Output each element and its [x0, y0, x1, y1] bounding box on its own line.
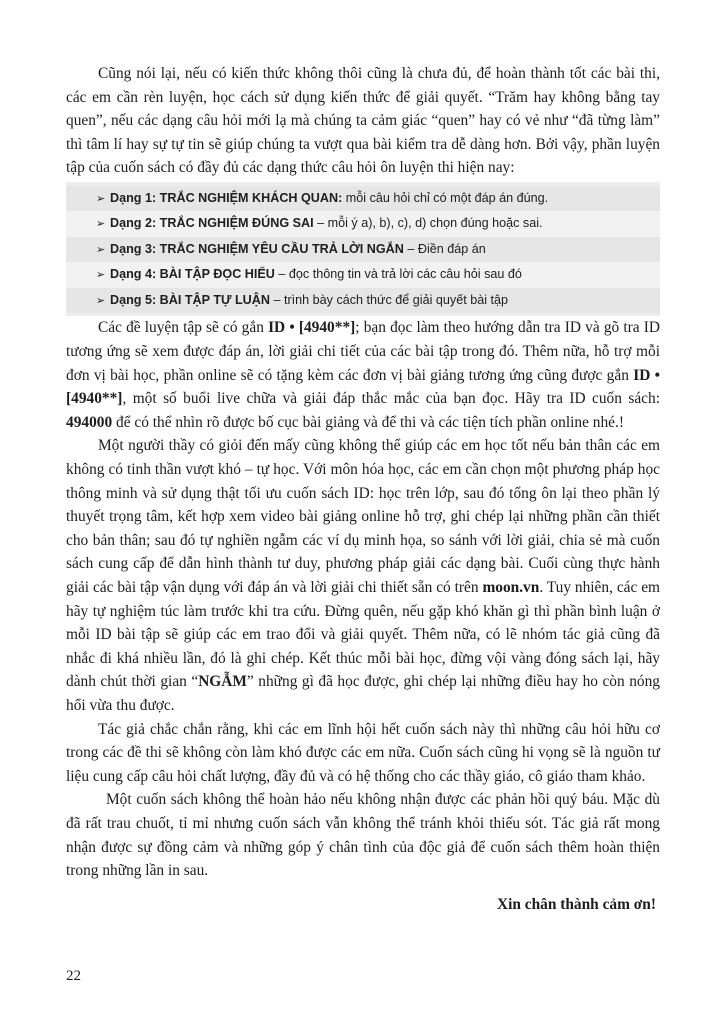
list-item-desc: – Điền đáp án	[403, 241, 486, 256]
list-item	[66, 211, 660, 237]
arrow-right-icon: ➢	[96, 294, 106, 307]
page-content	[66, 62, 660, 916]
question-types-list	[66, 182, 660, 317]
list-item-label: Dạng 5: BÀI TẬP TỰ LUẬN	[110, 292, 270, 307]
author-paragraph	[66, 718, 660, 789]
list-item-desc: – trình bày cách thức để giải quyết bài tập	[269, 292, 509, 307]
id-text-1: Các đề luyện tập sẽ có gắn	[98, 319, 269, 337]
teacher-paragraph	[66, 434, 660, 717]
list-item	[66, 288, 660, 314]
arrow-right-icon: ➢	[96, 192, 106, 205]
intro-paragraph	[66, 62, 660, 180]
list-item-label: Dạng 3: TRẮC NGHIỆM YÊU CẦU TRẢ LỜI NGẮN	[110, 241, 404, 256]
id-code-1: ID • [4940**]	[268, 319, 356, 337]
book-id: 494000	[66, 413, 113, 431]
teacher-text-2: . Tuy nhiên, các em hãy tự nghiệm túc làm trước khi tra cứu. Đừng quên, nếu gặp khó khăn gì thì phần bình luận ở mỗi ID bài tập sẽ giúp các em trao đổi và giải quyết. Thêm nữa, có lẽ nhóm tác giả cũng đã nhắc đi khá nhiều lần, đó là ghi chép. Kết thúc mỗi bài học, đừng vội vàng đóng sách lại, hãy dành chút thời gian “	[66, 579, 660, 691]
list-item	[66, 262, 660, 288]
teacher-text-1: Một người thầy có giỏi đến mấy cũng không thể giúp các em học tốt nếu bản thân các em không có tinh thần vượt khó – tự học. Với môn hóa học, các em cần chọn một phương pháp học thông minh và sử dụng thật tối ưu cuốn sách ID: học trên lớp, sau đó tổng ôn lại theo phần lý thuyết trọng tâm, kết hợp xem video bài giảng online hỗ trợ, ghi chép lại những phần cần thiết cho bản thân; sau đó tự nghiền ngẫm các ví dụ minh họa, so sánh với lời giải, chia sẻ mà cuốn sách cung cấp để dẫn hình thành tư duy, phương pháp giải các dạng bài. Cuối cùng thực hành giải các bài tập vận dụng với đáp án và lời giải chi thiết sẵn có trên	[66, 437, 660, 596]
author-text: Tác giả chắc chắn rằng, khi các em lĩnh hội hết cuốn sách này thì những câu hỏi hữu cơ trong các đề thi sẽ không còn làm khó được các em nữa. Cuốn sách cũng hi vọng sẽ là nguồn tư liệu cung cấp câu hỏi chất lượng, đầy đủ và có hệ thống cho các thầy giáo, cô giáo tham khảo.	[66, 720, 660, 785]
list-item-label: Dạng 1: TRẮC NGHIỆM KHÁCH QUAN:	[110, 190, 343, 205]
list-item-desc: – mỗi ý a), b), c), d) chọn đúng hoặc sai.	[313, 216, 543, 231]
emphasis-word: NGẪM	[198, 673, 247, 691]
list-item	[66, 237, 660, 263]
id-text-2: ; bạn đọc làm theo hướng dẫn tra ID và gõ tra ID tương ứng sẽ xem được đáp án, lời giải chi tiết của các bài tập trong đó. Thêm nữa, hỗ trợ mỗi đơn vị bài học, phần online sẽ có tặng kèm các đơn vị bài giảng tương ứng cũng được gắn	[66, 319, 660, 384]
arrow-right-icon: ➢	[96, 243, 106, 256]
list-item-desc: mỗi câu hỏi chỉ có một đáp án đúng.	[342, 190, 549, 205]
closing-line: Xin chân thành cảm ơn!	[496, 895, 656, 913]
page-number: 22	[66, 968, 81, 984]
website-name: moon.vn	[482, 579, 540, 596]
id-paragraph	[66, 316, 660, 434]
feedback-text: Một cuốn sách không thể hoàn hảo nếu không nhận được các phản hồi quý báu. Mặc dù đã rất trau chuốt, tỉ mỉ nhưng cuốn sách vẫn không thể tránh khỏi thiếu sót. Tác giả rất mong nhận được sự đồng cảm và những góp ý chân tình của độc giả để cuốn sách thêm hoàn thiện trong những lần in sau.	[66, 791, 660, 880]
teacher-text-3: ” những gì đã học được, ghi chép lại những điều hay ho còn nóng hổi vừa thu được.	[66, 673, 660, 714]
list-item-label: Dạng 4: BÀI TẬP ĐỌC HIỂU	[110, 267, 275, 282]
arrow-right-icon: ➢	[96, 269, 106, 282]
arrow-right-icon: ➢	[96, 218, 106, 231]
id-code-2: ID • [4940**]	[66, 366, 660, 408]
list-item-desc: – đọc thông tin và trả lời các câu hỏi sau đó	[274, 267, 522, 282]
list-item	[66, 186, 660, 212]
list-item-label: Dạng 2: TRẮC NGHIỆM ĐÚNG SAI	[110, 216, 314, 231]
feedback-paragraph	[66, 788, 660, 882]
id-text-4: để có thể nhìn rõ được bố cục bài giảng và để thi và các tiện tích phần online nhé.!	[112, 413, 624, 431]
intro-text: Cũng nói lại, nếu có kiến thức không thôi cũng là chưa đủ, để hoàn thành tốt các bài thi, các em cần rèn luyện, học cách sử dụng kiến thức để giải quyết. “Trăm hay không bằng tay quen”, nếu các dạng câu hỏi mới lạ mà chúng ta cảm giác “quen” hay có vẻ như “đã từng làm” thì tâm lí hay sự tự tin sẽ giúp chúng ta vượt qua bài kiểm tra dễ dàng hơn. Bởi vậy, phần luyện tập của cuốn sách có đầy đủ các dạng thức câu hỏi ôn luyện thi hiện nay:	[66, 65, 660, 177]
id-text-3: , một số buổi live chữa và giải đáp thắc mắc của bạn đọc. Hãy tra ID cuốn sách:	[122, 390, 660, 408]
